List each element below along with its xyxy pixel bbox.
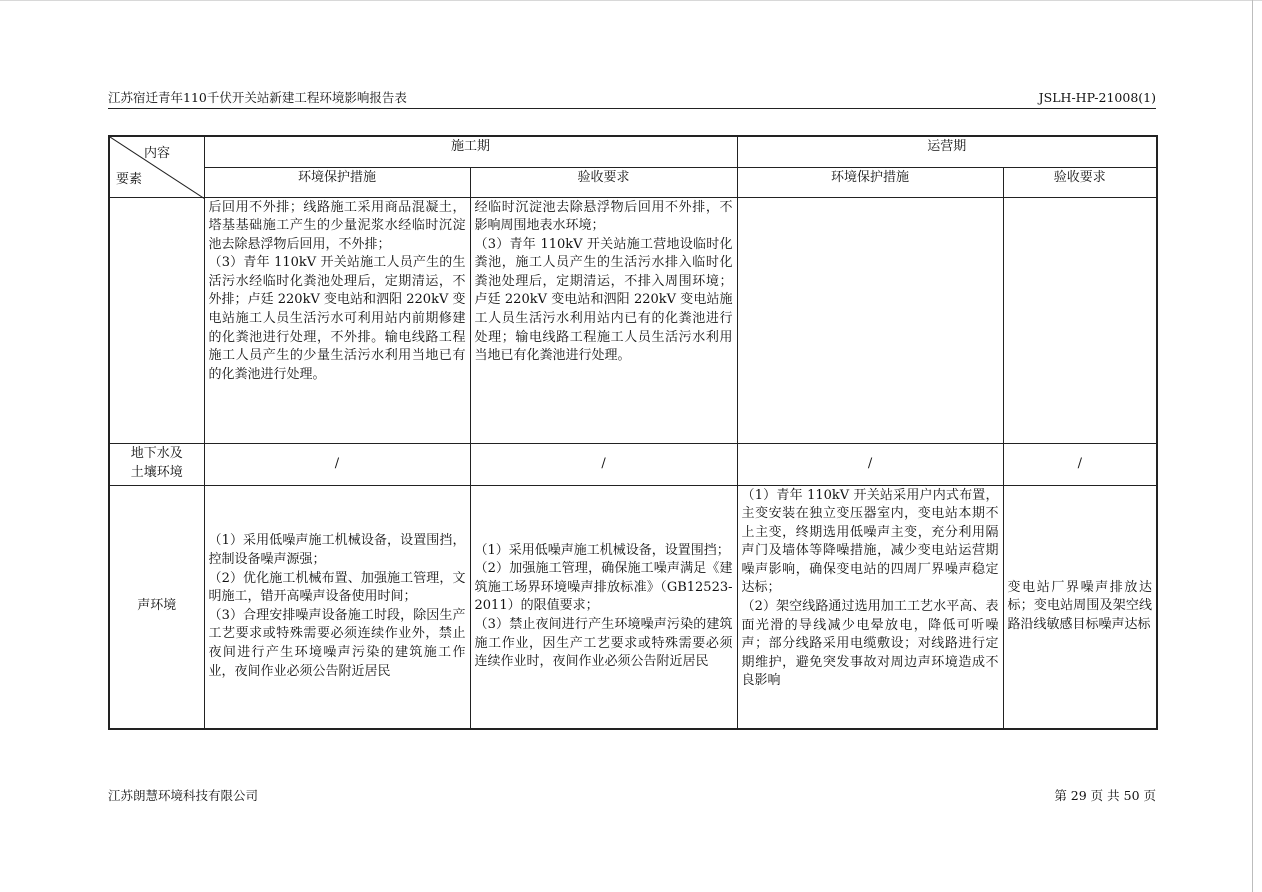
operation-acceptance-cell: 变电站厂界噪声排放达标；变电站周围及架空线路沿线敏感目标噪声达标	[1003, 485, 1157, 729]
header-rule	[108, 108, 1156, 109]
construction-acceptance-cell: /	[470, 443, 737, 485]
page-right-edge	[1252, 0, 1253, 892]
operation-acceptance-cell	[1003, 197, 1157, 443]
col-acceptance-operation: 验收要求	[1003, 167, 1157, 197]
operation-measures-cell	[737, 197, 1003, 443]
col-acceptance-construction: 验收要求	[470, 167, 737, 197]
construction-acceptance-cell: （1）采用低噪声施工机械设备，设置围挡； （2）加强施工管理，确保施工噪声满足《建筑施工场界环境噪声排放标准》（GB12523-2011）的限值要求； （3）禁止夜间进行产生环境噪声污染的建筑施工作业，因生产工艺要求或特殊需要必须连续作业时，夜间作业必须公告附近居民	[470, 485, 737, 729]
operation-acceptance-cell: /	[1003, 443, 1157, 485]
corner-label-element: 要素	[116, 172, 143, 187]
company-name: 江苏朗慧环境科技有限公司	[108, 788, 259, 803]
page-number: 第 29 页 共 50 页	[1054, 788, 1156, 803]
page-header	[108, 88, 1156, 108]
corner-diagonal-cell	[109, 136, 204, 197]
operation-measures-cell: （1）青年 110kV 开关站采用户内式布置，主变安装在独立变压器室内，变电站本期不上主变，终期选用低噪声主变，充分利用隔声门及墙体等降噪措施，减少变电站运营期噪声影响，确保变电站的四周厂界噪声稳定达标； （2）架空线路通过选用加工工艺水平高、表面光滑的导线减少电晕放电，降低可听噪声；部分线路采用电缆敷设；对线路进行定期维护，避免突发事故对周边声环境造成不良影响	[737, 485, 1003, 729]
col-measures-construction: 环境保护措施	[204, 167, 470, 197]
element-cell	[109, 197, 204, 443]
header-row-groups	[109, 136, 1157, 167]
report-title: 江苏宿迁青年110千伏开关站新建工程环境影响报告表	[108, 90, 407, 105]
construction-measures-cell: 后回用不外排；线路施工采用商品混凝土，塔基基础施工产生的少量泥浆水经临时沉淀池去除悬浮物后回用，不外排； （3）青年 110kV 开关站施工人员产生的生活污水经临时化粪池处理后，定期清运，不外排；卢廷 220kV 变电站和泗阳 220kV 变电站施工人员生活污水可利用站内前期修建的化粪池进行处理，不外排。输电线路工程施工人员产生的少量生活污水利用当地已有的化粪池进行处理。	[204, 197, 470, 443]
header-row-columns	[109, 167, 1157, 197]
measures-table	[108, 135, 1158, 730]
report-code: JSLH-HP-21008(1)	[1038, 90, 1156, 105]
col-measures-operation: 环境保护措施	[737, 167, 1003, 197]
element-cell: 声环境	[109, 485, 204, 729]
table-row-groundwater-soil	[109, 443, 1157, 485]
construction-acceptance-cell: 经临时沉淀池去除悬浮物后回用不外排，不影响周围地表水环境； （3）青年 110kV 开关站施工营地设临时化粪池，施工人员产生的生活污水排入临时化粪池处理后，定期清运，不排入周围环境；卢廷 220kV 变电站和泗阳 220kV 变电站施工人员生活污水利用站内已有的化粪池进行处理；输电线路工程施工人员生活污水利用当地已有化粪池进行处理。	[470, 197, 737, 443]
table-row-acoustic	[109, 485, 1157, 729]
group-construction: 施工期	[204, 136, 737, 167]
construction-measures-cell: （1）采用低噪声施工机械设备，设置围挡，控制设备噪声源强； （2）优化施工机械布置、加强施工管理，文明施工，错开高噪声设备使用时间； （3）合理安排噪声设备施工时段，除因生产工艺要求或特殊需要必须连续作业外，禁止夜间进行产生环境噪声污染的建筑施工作业，夜间作业必须公告附近居民	[204, 485, 470, 729]
operation-measures-cell: /	[737, 443, 1003, 485]
page-top-edge	[0, 0, 1262, 1]
table-row-wastewater	[109, 197, 1157, 443]
corner-label-content: 内容	[144, 146, 171, 161]
group-operation: 运营期	[737, 136, 1157, 167]
construction-measures-cell: /	[204, 443, 470, 485]
element-cell: 地下水及 土壤环境	[109, 443, 204, 485]
page-footer	[108, 786, 1156, 806]
